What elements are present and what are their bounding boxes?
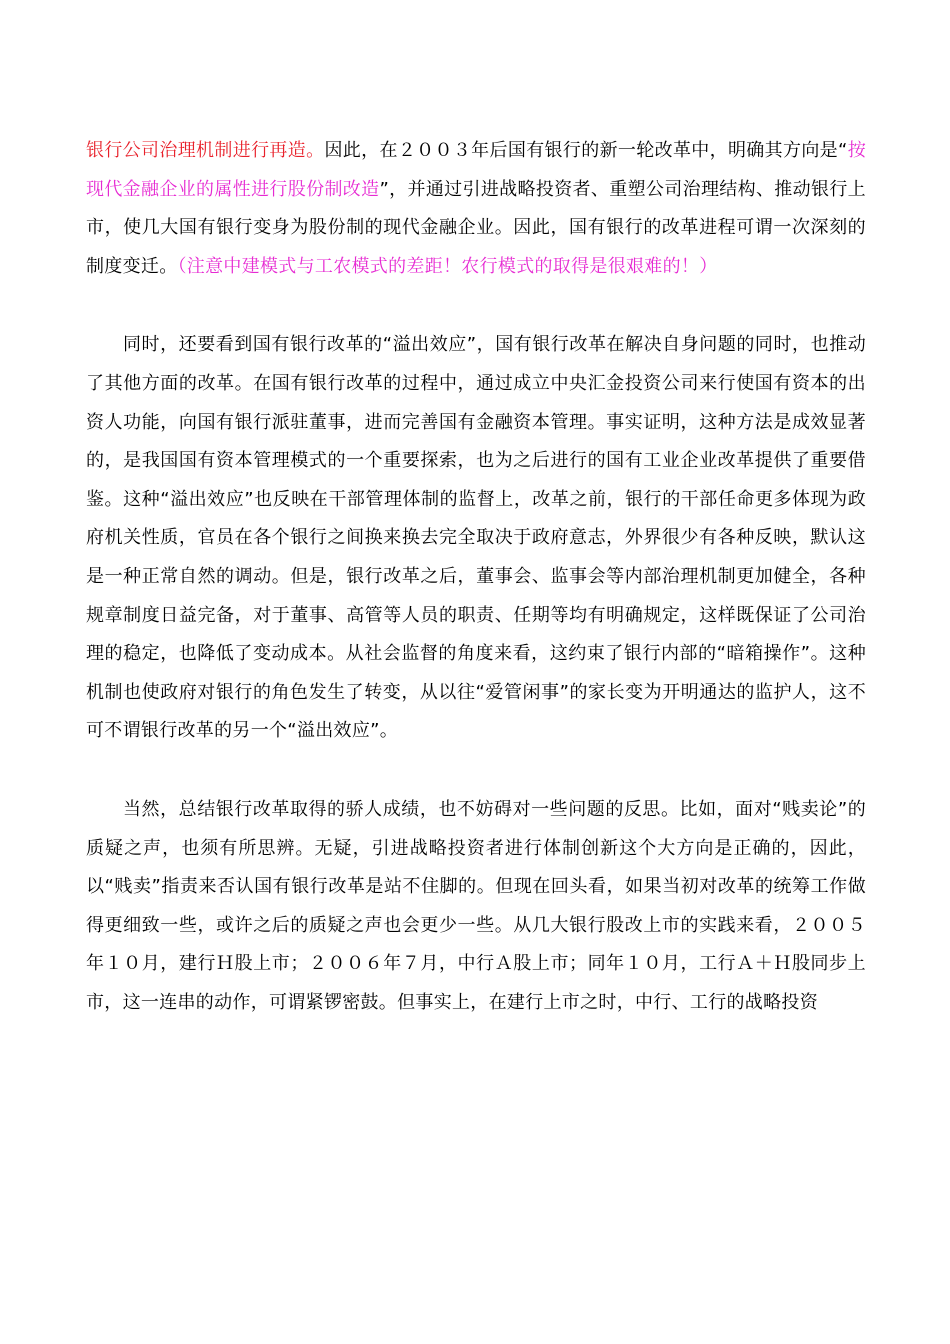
- highlight-red-text: 银行公司治理机制进行再造。: [86, 140, 325, 161]
- document-page: [86, 132, 866, 1022]
- paragraph-1: [86, 132, 866, 286]
- highlight-magenta-note: （注意中建模式与工农模式的差距！农行模式的取得是很艰难的！）: [177, 255, 718, 277]
- paragraph-3: 当然，总结银行改革取得的骄人成绩，也不妨碍对一些问题的反思。比如，面对“贱卖论”的质疑之声，也须有所思辨。无疑，引进战略投资者进行体制创新这个大方向是正确的，因此，以“贱卖”指责来否认国有银行改革是站不住脚的。但现在回头看，如果当初对改革的统筹工作做得更细致一些，或许之后的质疑之声也会更少一些。从几大银行股改上市的实践来看，２００５年１０月，建行Ｈ股上市；２００６年７月，中行Ａ股上市；同年１０月，工行Ａ＋Ｈ股同步上市，这一连串的动作，可谓紧锣密鼓。但事实上，在建行上市之时，中行、工行的战略投资: [86, 798, 866, 1013]
- highlight-magenta-text: 按现代金融企业的属性进行股份制改造: [86, 140, 866, 200]
- paragraph-1-text-a: 因此，在２００３年后国有银行的新一轮改革中，明确其方向是“: [324, 140, 848, 161]
- paragraph-1-text-b: ”，并通过引进战略投资者、重塑公司治理结构、推动银行上市，使几大国有银行变身为股份制的现代金融企业。因此，国有银行的改革进程可谓一次深刻的制度变迁。: [86, 178, 866, 277]
- paragraph-2: 同时，还要看到国有银行改革的“溢出效应”，国有银行改革在解决自身问题的同时，也推动了其他方面的改革。在国有银行改革的过程中，通过成立中央汇金投资公司来行使国有资本的出资人功能，向国有银行派驻董事，进而完善国有金融资本管理。事实证明，这种方法是成效显著的，是我国国有资本管理模式的一个重要探索，也为之后进行的国有工业企业改革提供了重要借鉴。这种“溢出效应”也反映在干部管理体制的监督上，改革之前，银行的干部任命更多体现为政府机关性质，官员在各个银行之间换来换去完全取决于政府意志，外界很少有各种反映，默认这是一种正常自然的调动。但是，银行改革之后，董事会、监事会等内部治理机制更加健全，各种规章制度日益完备，对于董事、高管等人员的职责、任期等均有明确规定，这样既保证了公司治理的稳定，也降低了变动成本。从社会监督的角度来看，这约束了银行内部的“暗箱操作”。这种机制也使政府对银行的角色发生了转变，从以往“爱管闲事”的家长变为开明通达的监护人，这不可不谓银行改革的另一个“溢出效应”。: [86, 334, 866, 742]
